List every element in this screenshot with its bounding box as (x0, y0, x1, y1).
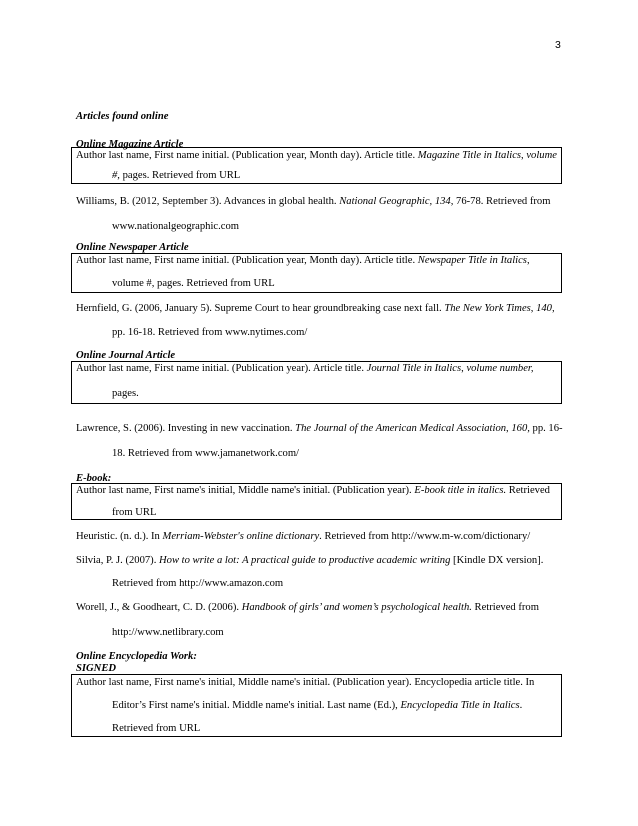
magazine-example-line1: Williams, B. (2012, September 3). Advances in global health. National Geographic, 134, 76-78. Retrieved from (76, 196, 551, 207)
newspaper-heading: Online Newspaper Article (76, 242, 189, 253)
newspaper-format-line2: volume #, pages. Retrieved from URL (112, 278, 275, 289)
newspaper-format-line1: Author last name, First name initial. (Publication year, Month day). Article title. Newspaper Title in Italics, (76, 255, 530, 266)
page-number: 3 (555, 39, 561, 51)
journal-example-line1: Lawrence, S. (2006). Investing in new vaccination. The Journal of the American Medical Association, 160, pp. 16- (76, 423, 563, 434)
ebook-example1: Heuristic. (n. d.). In Merriam-Webster's online dictionary. Retrieved from http://www.m-w.com/dictionary/ (76, 531, 531, 542)
ebook-example3-line1: Worell, J., & Goodheart, C. D. (2006). Handbook of girls’ and women’s psychological health. Retrieved from (76, 602, 539, 613)
magazine-heading: Online Magazine Article (76, 139, 184, 150)
journal-format-line1: Author last name, First name initial. (Publication year). Article title. Journal Title in Italics, volume number, (76, 363, 534, 374)
ebook-format-line1: Author last name, First name's initial, Middle name's initial. (Publication year). E-book title in italics. Retrieved (76, 485, 550, 496)
ebook-heading: E-book: (76, 473, 112, 484)
encyclopedia-heading: Online Encyclopedia Work: (76, 651, 197, 662)
newspaper-example-line2: pp. 16-18. Retrieved from www.nytimes.com/ (112, 327, 308, 338)
encyclopedia-format-line3: Retrieved from URL (112, 723, 201, 734)
ebook-example3-line2: http://www.netlibrary.com (112, 627, 224, 638)
section-heading: Articles found online (76, 111, 169, 122)
magazine-format-line1: Author last name, First name initial. (Publication year, Month day). Article title. Magazine Title in Italics, volume (76, 150, 557, 161)
journal-heading: Online Journal Article (76, 350, 176, 361)
encyclopedia-subheading: SIGNED (76, 663, 117, 674)
ebook-example2-line1: Silvia, P. J. (2007). How to write a lot: A practical guide to productive academic writing [Kindle DX version]. (76, 555, 544, 566)
newspaper-example-line1: Hernfield, G. (2006, January 5). Supreme Court to hear groundbreaking case next fall. The New York Times, 140, (76, 303, 555, 314)
magazine-example-line2: www.nationalgeographic.com (112, 221, 239, 232)
ebook-format-line2: from URL (112, 507, 157, 518)
magazine-format-line2: #, pages. Retrieved from URL (112, 170, 241, 181)
encyclopedia-format-line2: Editor’s First name's initial. Middle name's initial. Last name (Ed.), Encyclopedia Title in Italics. (112, 700, 523, 711)
ebook-example2-line2: Retrieved from http://www.amazon.com (112, 578, 284, 589)
encyclopedia-format-line1: Author last name, First name's initial, Middle name's initial. (Publication year). Encyclopedia article title. In (76, 677, 535, 688)
journal-format-line2: pages. (112, 388, 139, 399)
journal-example-line2: 18. Retrieved from www.jamanetwork.com/ (112, 448, 300, 459)
